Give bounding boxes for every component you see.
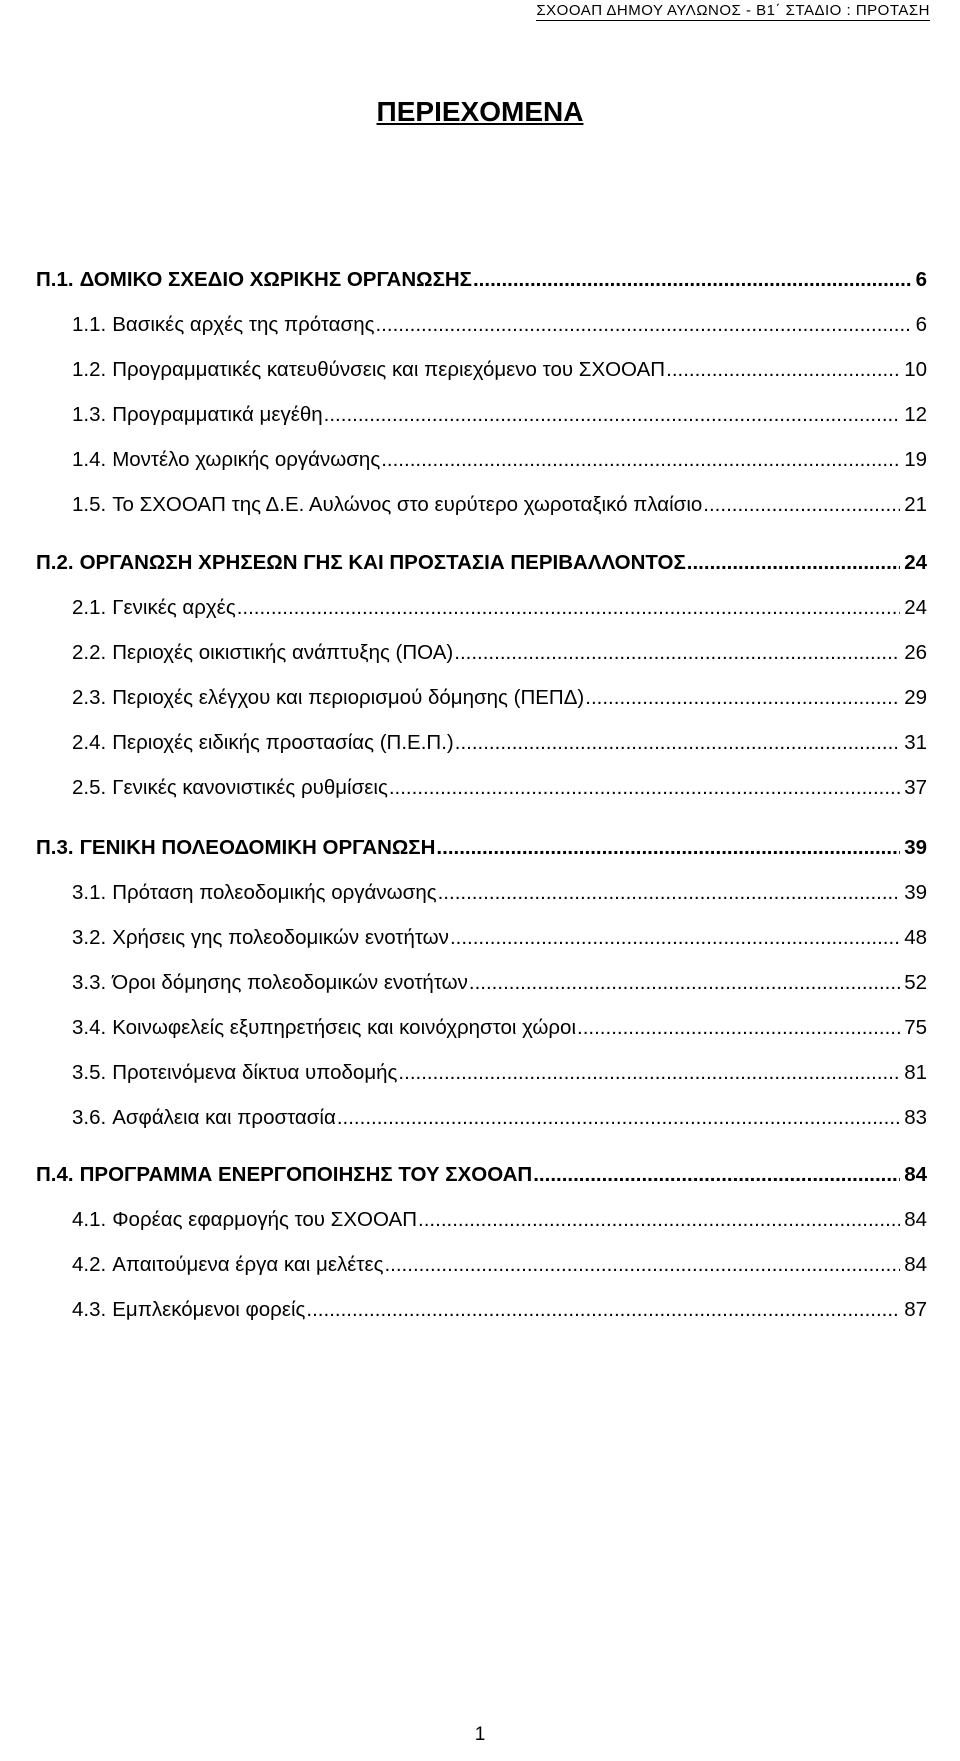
toc-entry-number: 3.2. [72, 926, 107, 949]
toc-entry-page: 83 [904, 1106, 927, 1129]
toc-section-entry[interactable] [72, 1061, 927, 1089]
toc-entry-page: 84 [904, 1208, 927, 1231]
page-title: ΠΕΡΙΕΧΟΜΕΝΑ [376, 96, 584, 127]
toc-entry-label: ΠΡΟΓΡΑΜΜΑ ΕΝΕΡΓΟΠΟΙΗΣΗΣ ΤΟΥ ΣΧΟΟΑΠ [79, 1163, 533, 1186]
toc-entry-number: 4.1. [72, 1208, 107, 1231]
toc-entry-page: 10 [904, 358, 927, 381]
toc-leader-dots [469, 971, 900, 995]
toc-leader-dots [337, 1106, 900, 1130]
toc-leader-dots [533, 1163, 900, 1187]
toc-entry-number: Π.4. [36, 1163, 74, 1186]
toc-leader-dots [418, 1208, 900, 1232]
toc-chapter-entry[interactable] [36, 836, 927, 864]
toc-entry-number: 1.5. [72, 493, 107, 516]
toc-section-entry[interactable] [72, 1253, 927, 1281]
toc-leader-dots [436, 836, 900, 860]
toc-leader-dots [381, 448, 900, 472]
toc-section-entry[interactable] [72, 686, 927, 714]
toc-entry-label: Εμπλεκόμενοι φορείς [112, 1298, 306, 1321]
toc-entry-page: 75 [904, 1016, 927, 1039]
toc-section-entry[interactable] [72, 493, 927, 521]
toc-chapter-entry[interactable] [36, 268, 927, 296]
toc-section-entry[interactable] [72, 731, 927, 759]
toc-entry-label: Το ΣΧΟΟΑΠ της Δ.Ε. Αυλώνος στο ευρύτερο χωροταξικό πλαίσιο [112, 493, 703, 516]
toc-entry-page: 26 [904, 641, 927, 664]
toc-section-entry[interactable] [72, 926, 927, 954]
toc-entry-page: 19 [904, 448, 927, 471]
toc-entry-page: 84 [904, 1253, 927, 1276]
toc-entry-page: 12 [904, 403, 927, 426]
toc-section-entry[interactable] [72, 1106, 927, 1134]
toc-leader-dots [687, 551, 900, 575]
toc-entry-number: 3.6. [72, 1106, 107, 1129]
toc-entry-label: Όροι δόμησης πολεοδομικών ενοτήτων [112, 971, 468, 994]
toc-section-entry[interactable] [72, 1298, 927, 1326]
toc-entry-number: 3.1. [72, 881, 107, 904]
toc-leader-dots [450, 926, 900, 950]
toc-entry-number: Π.3. [36, 836, 74, 859]
toc-entry-page: 6 [915, 268, 927, 291]
toc-entry-label: Περιοχές οικιστικής ανάπτυξης (ΠΟΑ) [112, 641, 454, 664]
toc-entry-number: 2.1. [72, 596, 107, 619]
toc-entry-number: 4.3. [72, 1298, 107, 1321]
toc-leader-dots [237, 596, 900, 620]
toc-entry-page: 6 [915, 313, 927, 336]
toc-leader-dots [455, 731, 900, 755]
toc-entry-page: 29 [904, 686, 927, 709]
toc-entry-page: 52 [904, 971, 927, 994]
toc-leader-dots [473, 268, 912, 292]
toc-entry-label: Βασικές αρχές της πρότασης [112, 313, 375, 336]
toc-entry-number: Π.2. [36, 551, 74, 574]
toc-entry-number: 2.5. [72, 776, 107, 799]
toc-entry-page: 37 [904, 776, 927, 799]
toc-entry-label: Προγραμματικά μεγέθη [112, 403, 323, 426]
toc-section-entry[interactable] [72, 1016, 927, 1044]
toc-leader-dots [384, 1253, 900, 1277]
toc-entry-label: ΟΡΓΑΝΩΣΗ ΧΡΗΣΕΩΝ ΓΗΣ ΚΑΙ ΠΡΟΣΤΑΣΙΑ ΠΕΡΙΒΑΛΛΟΝΤΟΣ [79, 551, 686, 574]
toc-entry-label: ΓΕΝΙΚΗ ΠΟΛΕΟΔΟΜΙΚΗ ΟΡΓΑΝΩΣΗ [79, 836, 436, 859]
toc-entry-page: 31 [904, 731, 927, 754]
toc-section-entry[interactable] [72, 403, 927, 431]
toc-entry-page: 39 [904, 836, 927, 859]
toc-section-entry[interactable] [72, 448, 927, 476]
toc-entry-number: 3.4. [72, 1016, 107, 1039]
toc-entry-label: Προτεινόμενα δίκτυα υποδομής [112, 1061, 398, 1084]
toc-entry-page: 21 [904, 493, 927, 516]
toc-entry-page: 48 [904, 926, 927, 949]
toc-section-entry[interactable] [72, 971, 927, 999]
toc-entry-label: Πρόταση πολεοδομικής οργάνωσης [112, 881, 437, 904]
toc-entry-label: Προγραμματικές κατευθύνσεις και περιεχόμενο του ΣΧΟΟΑΠ [112, 358, 666, 381]
toc-entry-number: 2.2. [72, 641, 107, 664]
toc-leader-dots [306, 1298, 900, 1322]
toc-entry-label: Απαιτούμενα έργα και μελέτες [112, 1253, 384, 1276]
toc-entry-number: 4.2. [72, 1253, 107, 1276]
toc-section-entry[interactable] [72, 596, 927, 624]
toc-leader-dots [398, 1061, 900, 1085]
toc-section-entry[interactable] [72, 358, 927, 386]
toc-entry-page: 24 [904, 551, 927, 574]
toc-entry-number: 2.4. [72, 731, 107, 754]
toc-chapter-entry[interactable] [36, 1163, 927, 1191]
toc-section-entry[interactable] [72, 776, 927, 804]
toc-section-entry[interactable] [72, 641, 927, 669]
toc-section-entry[interactable] [72, 881, 927, 909]
toc-entry-number: 1.2. [72, 358, 107, 381]
toc-leader-dots [703, 493, 900, 517]
toc-section-entry[interactable] [72, 1208, 927, 1236]
toc-entry-label: Φορέας εφαρμογής του ΣΧΟΟΑΠ [112, 1208, 418, 1231]
toc-entry-label: Γενικές κανονιστικές ρυθμίσεις [112, 776, 388, 799]
toc-entry-number: Π.1. [36, 268, 74, 291]
page-number: 1 [474, 1724, 486, 1745]
toc-leader-dots [389, 776, 900, 800]
toc-entry-label: Χρήσεις γης πολεοδομικών ενοτήτων [112, 926, 449, 949]
running-header: ΣΧΟΟΑΠ ΔΗΜΟΥ ΑΥΛΩΝΟΣ - Β1΄ ΣΤΑΔΙΟ : ΠΡΟΤΑΣΗ [536, 2, 930, 19]
toc-leader-dots [324, 403, 901, 427]
toc-entry-page: 39 [904, 881, 927, 904]
toc-entry-page: 81 [904, 1061, 927, 1084]
toc-entry-number: 3.3. [72, 971, 107, 994]
toc-entry-number: 3.5. [72, 1061, 107, 1084]
toc-entry-page: 84 [904, 1163, 927, 1186]
toc-entry-number: 1.1. [72, 313, 107, 336]
toc-section-entry[interactable] [72, 313, 927, 341]
toc-entry-label: Περιοχές ελέγχου και περιορισμού δόμησης (ΠΕΠΔ) [112, 686, 585, 709]
toc-leader-dots [438, 881, 901, 905]
toc-leader-dots [585, 686, 900, 710]
toc-entry-number: 2.3. [72, 686, 107, 709]
toc-entry-label: Μοντέλο χωρικής οργάνωσης [112, 448, 381, 471]
toc-entry-page: 87 [904, 1298, 927, 1321]
toc-chapter-entry[interactable] [36, 551, 927, 579]
toc-leader-dots [666, 358, 900, 382]
toc-entry-label: Ασφάλεια και προστασία [112, 1106, 336, 1129]
toc-entry-page: 24 [904, 596, 927, 619]
toc-entry-label: Κοινωφελείς εξυπηρετήσεις και κοινόχρηστοι χώροι [112, 1016, 577, 1039]
toc-entry-number: 1.4. [72, 448, 107, 471]
toc-entry-label: Γενικές αρχές [112, 596, 236, 619]
toc-leader-dots [577, 1016, 900, 1040]
toc-entry-number: 1.3. [72, 403, 107, 426]
toc-leader-dots [454, 641, 900, 665]
toc-leader-dots [375, 313, 911, 337]
toc-entry-label: ΔΟΜΙΚΟ ΣΧΕΔΙΟ ΧΩΡΙΚΗΣ ΟΡΓΑΝΩΣΗΣ [79, 268, 472, 291]
toc-entry-label: Περιοχές ειδικής προστασίας (Π.Ε.Π.) [112, 731, 454, 754]
